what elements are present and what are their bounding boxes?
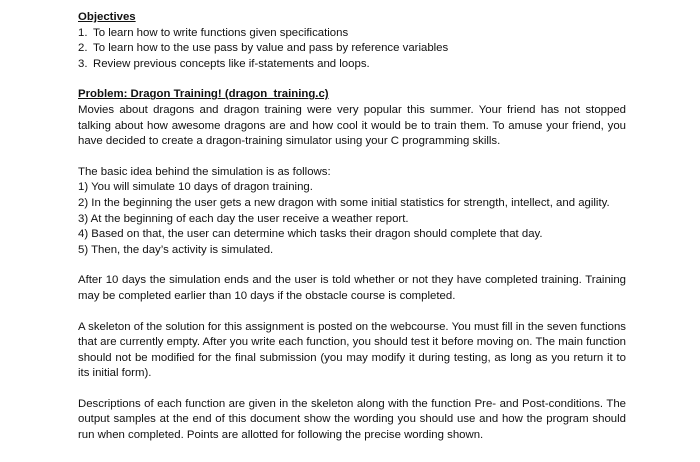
step-item: 1) You will simulate 10 days of dragon training. <box>78 181 313 194</box>
list-text: Review previous concepts like if-statements and loops. <box>93 57 370 70</box>
step-item: 5) Then, the day’s activity is simulated. <box>78 243 274 256</box>
objectives-list <box>78 26 626 73</box>
basic-idea-text: The basic idea behind the simulation is as follows: <box>78 165 331 178</box>
list-number: 3. <box>78 57 88 70</box>
simulation-end-paragraph: After 10 days the simulation ends and the user is told whether or not they have completed training. Training may be completed earlier than 10 days if the obstacle course is completed. <box>78 274 626 302</box>
skeleton-paragraph: A skeleton of the solution for this assignment is posted on the webcourse. You must fill in the seven functions that are currently empty. After you write each function, you should test it before moving on. The main function should not be modified for the final submission (you may modify it during testing, as long as you return it to its initial form). <box>78 320 626 380</box>
steps-list <box>78 180 626 258</box>
intro-paragraph: Movies about dragons and dragon training were very popular this summer. Your friend has not stopped talking about how awesome dragons are and how cool it would be to train them. To amuse your friend, you have decided to create a dragon-training simulator using your C programming skills. <box>78 103 626 148</box>
step-item: 4) Based on that, the user can determine which tasks their dragon should complete that day. <box>78 228 543 241</box>
step-item: 3) At the beginning of each day the user receive a weather report. <box>78 212 409 225</box>
list-text: To learn how to the use pass by value and pass by reference variables <box>93 42 449 55</box>
list-item <box>78 26 626 42</box>
document-page <box>78 10 626 444</box>
list-text: To learn how to write functions given specifications <box>93 26 349 39</box>
objectives-heading: Objectives <box>78 11 136 23</box>
list-number: 1. <box>78 26 88 39</box>
descriptions-paragraph: Descriptions of each function are given in the skeleton along with the function Pre- and Post-conditions. The output samples at the end of this document show the wording you should use and how the program should run when completed. Points are allotted for following the precise wording shown. <box>78 397 626 442</box>
problem-heading: Problem: Dragon Training! (dragon_training.c) <box>78 88 329 101</box>
list-item <box>78 57 626 73</box>
step-item: 2) In the beginning the user gets a new dragon with some initial statistics for strength, intellect, and agility. <box>78 196 610 209</box>
list-item <box>78 41 626 57</box>
list-number: 2. <box>78 42 88 55</box>
